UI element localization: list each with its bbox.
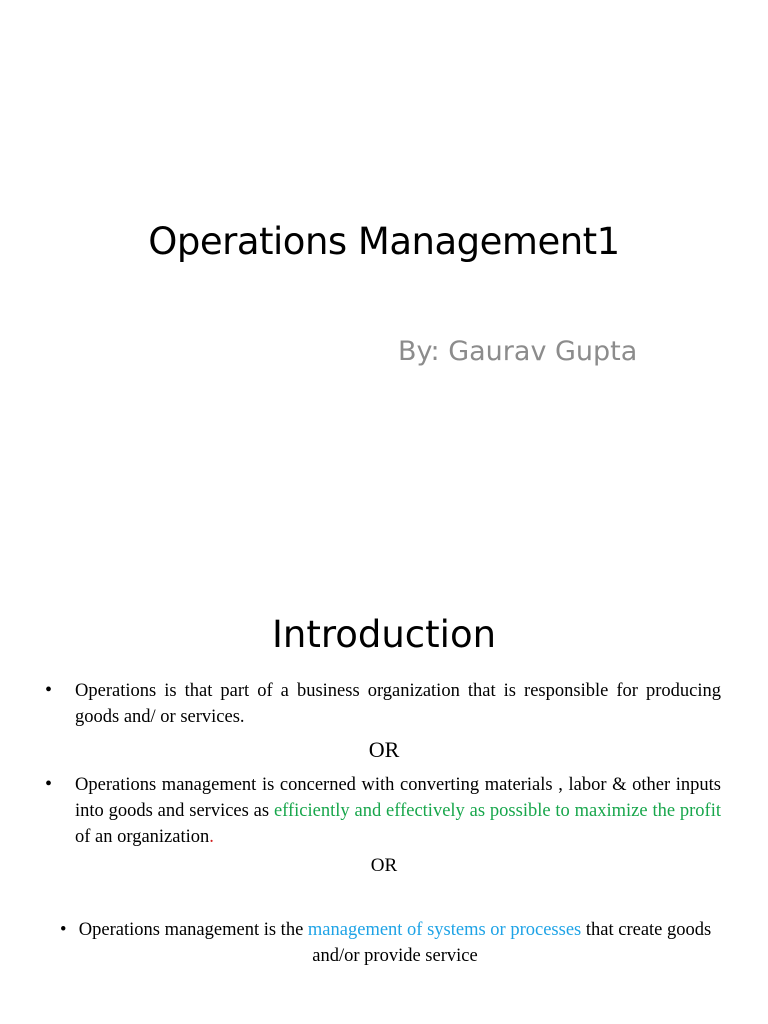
slide-1-title: Operations Management1 (148, 220, 620, 263)
bullet-3-text-part2: that create goods and/or provide service (312, 920, 712, 966)
bullet-2-text-part2: of an organization (75, 827, 210, 847)
bullet-3-marker: • (60, 920, 67, 940)
bullet-2-highlight: efficiently and effectively as possible to maximize the profit (273, 801, 721, 821)
slide-1-author: By: Gaurav Gupta (398, 336, 638, 367)
bullet-1-marker: • (45, 679, 53, 701)
bullet-3-text-part1: Operations management is the (78, 920, 308, 940)
slide-2-title: Introduction (271, 613, 497, 656)
slide-2 (0, 576, 768, 1024)
or-separator-1: OR (368, 737, 400, 762)
bullet-2-marker: • (45, 773, 53, 795)
bullet-2-text-part1: Operations management is concerned with converting materials , labor & other inputs into goods and services as (75, 775, 721, 821)
or-separator-2: OR (370, 855, 398, 876)
bullet-3 (60, 917, 730, 969)
bullet-3-highlight: management of systems or processes (307, 920, 582, 940)
bullet-2-period: . (209, 827, 214, 847)
bullet-1-text: Operations is that part of a business organization that is responsible for producing goods and/ or services. (75, 681, 721, 727)
bullet-2-text (75, 772, 721, 850)
